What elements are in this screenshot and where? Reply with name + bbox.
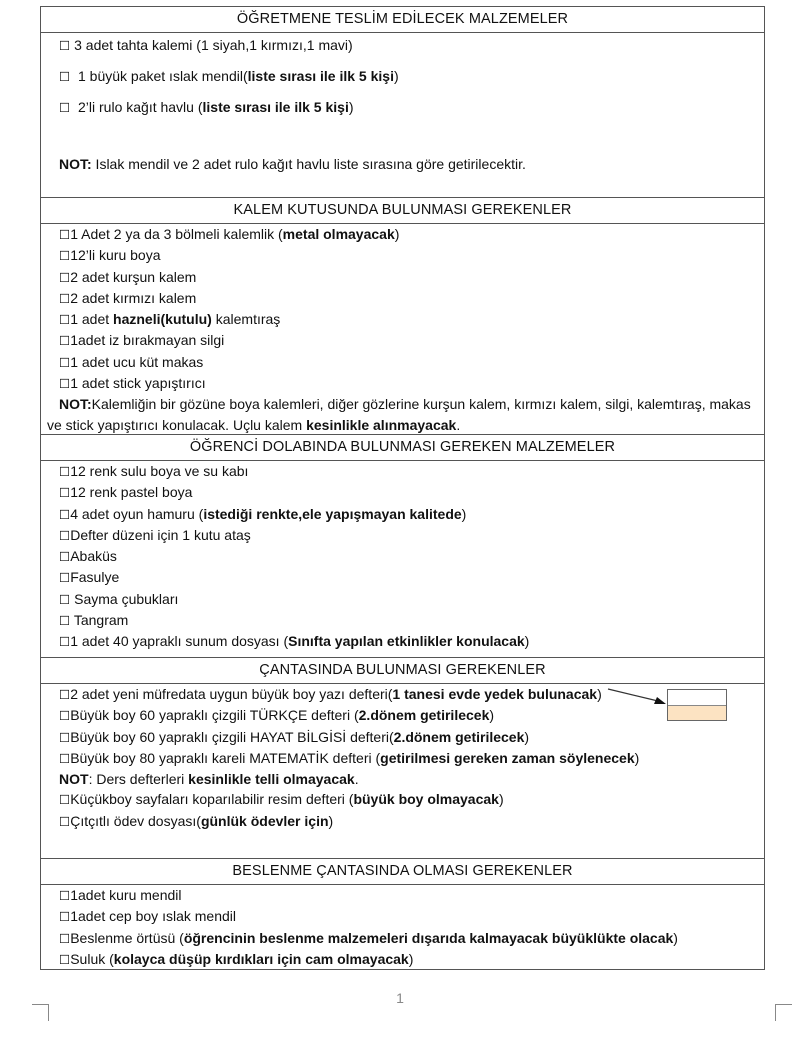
list-item: ☐2 adet yeni müfredata uygun büyük boy yazı defteri(1 tanesi evde yedek bulunacak) [59, 686, 602, 702]
list-item: ☐12 renk sulu boya ve su kabı [59, 463, 249, 479]
checkbox-icon: ☐ [59, 312, 71, 328]
section-header-school-bag: ÇANTASINDA BULUNMASI GEREKENLER [41, 658, 764, 684]
checkbox-icon: ☐ [59, 227, 71, 242]
list-item: ☐ 1 büyük paket ıslak mendil(liste sırası ile ilk 5 kişi) [59, 68, 399, 84]
list-item: ☐1 adet hazneli(kutulu) kalemtıraş [59, 311, 281, 328]
list-item: ☐1adet cep boy ıslak mendil [59, 908, 236, 925]
section-header-lunch-bag: BESLENME ÇANTASINDA OLMASI GEREKENLER [41, 859, 764, 885]
list-item: ☐2 adet kırmızı kalem [59, 289, 197, 306]
list-item: ☐ Sayma çubukları [59, 590, 179, 607]
list-item: ☐2 adet kurşun kalem [59, 268, 197, 285]
list-item: ☐1 Adet 2 ya da 3 bölmeli kalemlik (metal olmayacak) [59, 226, 400, 242]
checkbox-icon: ☐ [59, 750, 71, 766]
checkbox-icon: ☐ [59, 38, 71, 53]
checkbox-icon: ☐ [59, 269, 71, 285]
checkbox-icon: ☐ [59, 792, 71, 808]
list-item: ☐Büyük boy 80 yapraklı kareli MATEMATİK defteri (getirilmesi gereken zaman söylenecek) [59, 749, 640, 766]
list-item: ☐1 adet 40 yapraklı sunum dosyası (Sınıfta yapılan etkinlikler konulacak) [59, 633, 530, 650]
list-item: ☐Beslenme örtüsü (öğrencinin beslenme malzemeleri dışarıda kalmayacak büyüklükte olacak) [59, 929, 678, 946]
checkbox-icon: ☐ [59, 813, 71, 829]
list-item: ☐Abaküs [59, 548, 117, 565]
list-item: ☐4 adet oyun hamuru (istediği renkte,ele yapışmayan kalitede) [59, 505, 467, 522]
checkbox-icon: ☐ [59, 951, 71, 967]
list-item: ☐1 adet stick yapıştırıcı [59, 375, 206, 392]
checkbox-icon: ☐ [59, 888, 71, 903]
list-item: ☐Küçükboy sayfaları koparılabilir resim defteri (büyük boy olmayacak) [59, 791, 504, 808]
checkbox-icon: ☐ [59, 100, 71, 115]
checkbox-icon: ☐ [59, 376, 71, 392]
checkbox-icon: ☐ [59, 613, 71, 629]
checkbox-icon: ☐ [59, 485, 71, 501]
page-number: 1 [396, 990, 404, 1006]
checkbox-icon: ☐ [59, 591, 71, 607]
list-item: ☐ 3 adet tahta kalemi (1 siyah,1 kırmızı,1 mavi) [59, 37, 353, 53]
list-item: ☐Suluk (kolayca düşüp kırdıkları için cam olmayacak) [59, 950, 414, 967]
list-item: ☐Defter düzeni için 1 kutu ataş [59, 526, 251, 543]
checkbox-icon: ☐ [59, 69, 71, 84]
checkbox-icon: ☐ [59, 354, 71, 370]
list-item: ☐1 adet ucu küt makas [59, 353, 204, 370]
crop-mark-right-icon [775, 1004, 792, 1021]
list-item: ☐Büyük boy 60 yapraklı çizgili HAYAT BİLGİSİ defteri(2.dönem getirilecek) [59, 728, 530, 745]
checkbox-icon: ☐ [59, 333, 71, 349]
checkbox-icon: ☐ [59, 909, 71, 925]
note: NOT:Kalemliğin bir gözüne boya kalemleri, diğer gözlerine kurşun kalem, kırmızı kalem, silgi, kalemtıraş, makas ve stick yapıştırıcı konulacak. Uçlu kalem kesinlikle alınmayacak. [47, 396, 751, 433]
checkbox-icon: ☐ [59, 687, 71, 702]
notebook-fill [668, 705, 726, 720]
section-header-teacher-supplies: ÖĞRETMENE TESLİM EDİLECEK MALZEMELER [41, 7, 764, 33]
checkbox-icon: ☐ [59, 549, 71, 565]
list-item: ☐ 2’li rulo kağıt havlu (liste sırası ile ilk 5 kişi) [59, 99, 354, 115]
checkbox-icon: ☐ [59, 708, 71, 724]
list-item: ☐Büyük boy 60 yapraklı çizgili TÜRKÇE defteri (2.dönem getirilecek) [59, 707, 495, 724]
checkbox-icon: ☐ [59, 634, 71, 650]
checkbox-icon: ☐ [59, 930, 71, 946]
list-item: ☐1adet kuru mendil [59, 887, 182, 903]
checkbox-icon: ☐ [59, 570, 71, 586]
list-item: ☐12 renk pastel boya [59, 484, 193, 501]
list-item: ☐ Tangram [59, 612, 129, 629]
section-header-student-locker: ÖĞRENCİ DOLABINDA BULUNMASI GEREKEN MALZEMELER [41, 435, 764, 461]
checkbox-icon: ☐ [59, 506, 71, 522]
note: NOT: Ders defterleri kesinlikle telli olmayacak. [59, 771, 359, 788]
checkbox-icon: ☐ [59, 464, 71, 479]
list-item: ☐12’li kuru boya [59, 247, 161, 264]
checkbox-icon: ☐ [59, 290, 71, 306]
note: NOT: Islak mendil ve 2 adet rulo kağıt havlu liste sırasına göre getirilecektir. [59, 156, 526, 172]
notebook-illustration [667, 689, 727, 721]
checkbox-icon: ☐ [59, 248, 71, 264]
checkbox-icon: ☐ [59, 527, 71, 543]
list-item: ☐Çıtçıtlı ödev dosyası(günlük ödevler için) [59, 812, 334, 829]
list-item: ☐1adet iz bırakmayan silgi [59, 332, 225, 349]
list-item: ☐Fasulye [59, 569, 120, 586]
checkbox-icon: ☐ [59, 729, 71, 745]
crop-mark-left-icon [32, 1004, 49, 1021]
section-header-pencil-case: KALEM KUTUSUNDA BULUNMASI GEREKENLER [41, 198, 764, 224]
